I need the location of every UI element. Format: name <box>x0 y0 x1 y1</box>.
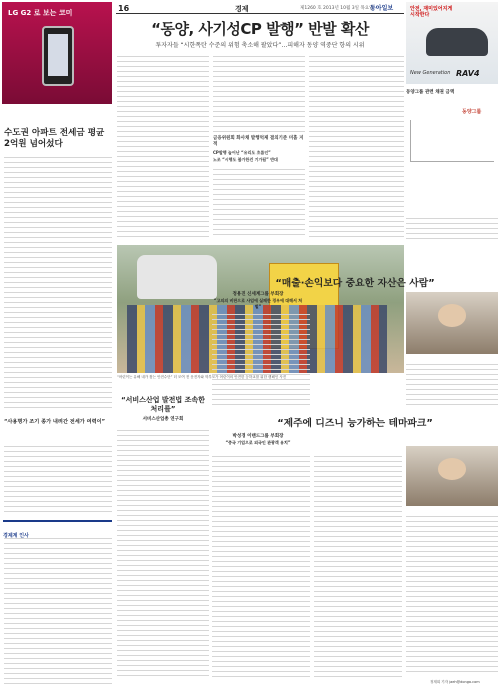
phone-illustration <box>42 26 74 86</box>
dateline: 제1260 호 2013년 10월 3일 목요일 <box>300 6 374 11</box>
bottom-body <box>117 426 209 678</box>
story2-sub: 박성경 이랜드그룹 부회장 <box>232 434 284 439</box>
masthead-rule <box>116 13 404 14</box>
left-body-2 <box>4 442 112 514</box>
text-line <box>212 672 310 677</box>
bottom-sub: 서비스산업총 연구회 <box>142 417 184 422</box>
story2-body-right <box>406 512 498 676</box>
car-model-prefix: New Generation <box>410 70 451 76</box>
right-column-text <box>406 214 498 240</box>
car-model-name: RAV4 <box>456 69 480 78</box>
briefs-label: 경제계 인사 <box>3 533 29 539</box>
text-line <box>4 403 112 408</box>
left-headline-2: “사용명가 조기 종가 내려간 전세가 여력이” <box>4 419 106 425</box>
left-body-1 <box>4 153 112 411</box>
story1-headline: “매출·손익보다 중요한 자산은 사람” <box>275 278 435 289</box>
left-headline-1: 수도권 아파트 전세금 평균 2억원 넘어섰다 <box>4 128 105 149</box>
chart-box <box>406 90 498 210</box>
lead-subhead: 투자자들 “시한폭탄 수준의 위험 축소해 팔았다”…피해자 동양 역중단 항의 시위 <box>155 42 365 49</box>
story1-body-right <box>406 360 498 406</box>
text-line <box>117 232 209 237</box>
car-illustration <box>426 28 488 56</box>
text-line <box>4 507 112 512</box>
text-line <box>406 400 498 405</box>
chart-logo: 동양그룹 <box>462 109 482 115</box>
paper-name: 동아일보 <box>370 5 394 12</box>
text-line <box>212 400 310 405</box>
car-advertisement[interactable] <box>406 2 498 84</box>
bottom-headline: “서비스산업 발전법 조속한 처리를” <box>121 396 205 413</box>
lead-body-column-3 <box>309 52 404 238</box>
lead-body-column-2 <box>213 52 305 132</box>
text-line <box>213 127 305 132</box>
text-line <box>213 230 305 235</box>
story1-sub2: “고의의 비판으로 사업에 실패한 경우에 대해서 처벌” <box>213 298 303 309</box>
box-story-sub1: CP발행 늘어난 “유리도 흐름인” <box>213 150 271 155</box>
story2-portrait <box>406 446 498 506</box>
chart-title: 동양그룹 관련 채권 금액 <box>406 90 455 95</box>
chart-area <box>410 120 494 162</box>
story2-body-2 <box>314 452 402 678</box>
text-line <box>4 679 112 684</box>
lg-advertisement[interactable] <box>2 2 112 104</box>
story1-sub: 정용진 신세계그룹 부회장 <box>232 292 284 297</box>
text-line <box>314 672 402 677</box>
photo-car <box>137 255 217 299</box>
lg-ad-title: LG G2 로 보는 코미 <box>8 9 73 17</box>
text-line <box>117 671 209 676</box>
text-line <box>309 232 404 237</box>
text-line <box>406 667 498 672</box>
box-story-headline: 금융위원회 화사채 발행억제 결의기준 미흡 지적 <box>213 136 304 147</box>
car-ad-copy: 안전, 재미있어지게 시작한다 <box>410 6 453 18</box>
footer-byline: 정재희 기자 jaeh@donga.com <box>430 680 480 684</box>
story2-body <box>212 452 310 678</box>
photo-caption: “어린이는 유해 내가 찾는 안전수단” 더 모여 전 운전자와 학부모가 어린이의 안전한 등하교를 위한 캠페인 사진 <box>117 375 287 379</box>
briefs-body <box>4 534 112 684</box>
story2-sub2: “중국 기업으로 외국인 관광객 유치” <box>225 440 291 445</box>
text-line <box>406 234 498 239</box>
briefs-bar <box>3 520 112 539</box>
box-story-body <box>213 165 305 238</box>
page-number: 16 <box>118 4 130 13</box>
section-name: 경제 <box>235 5 249 13</box>
story1-body <box>212 310 310 406</box>
story1-portrait <box>406 292 498 354</box>
lead-body-column-1 <box>117 52 209 238</box>
lead-headline: “동양, 사기성CP 발행” 반발 확산 <box>151 20 369 38</box>
box-story-sub2: 노조 “시행도 불가한건 기가됨” 반대 <box>213 157 278 162</box>
story2-headline: “제주에 디즈니 능가하는 테마파크” <box>277 418 433 429</box>
